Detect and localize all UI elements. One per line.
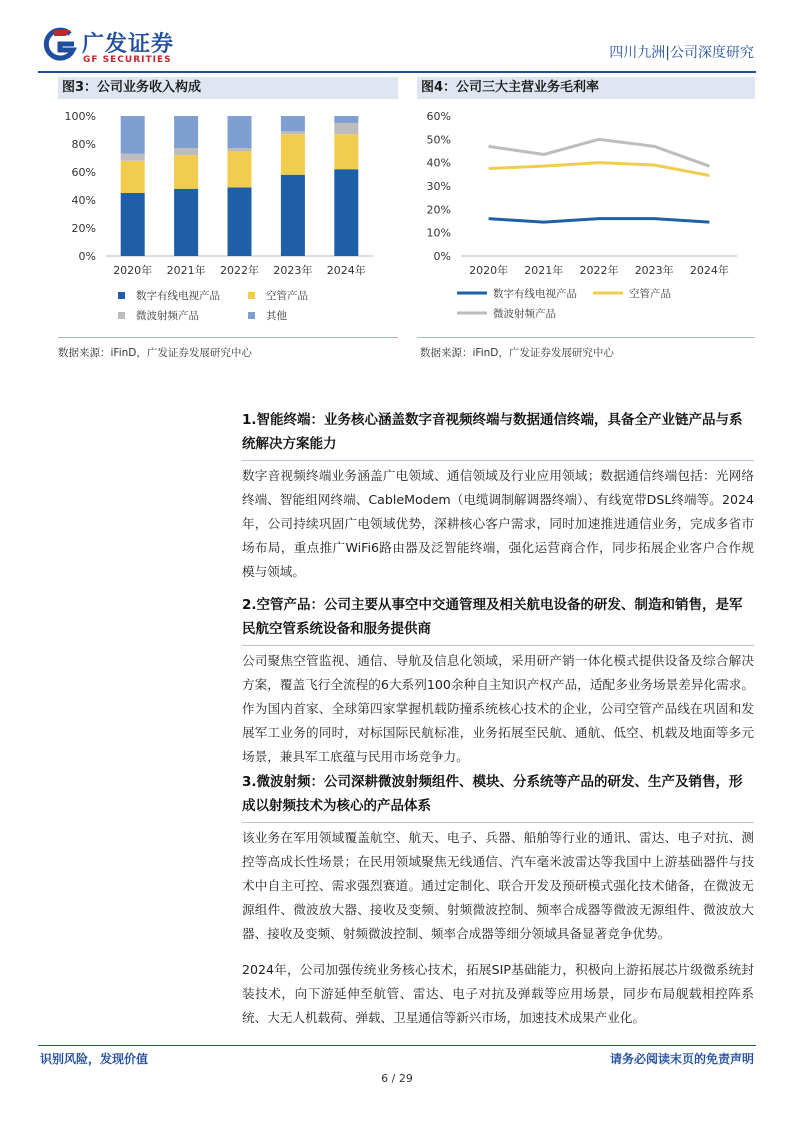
- legend-label: 微波射频产品: [493, 308, 556, 320]
- header-divider: [38, 71, 756, 73]
- section-divider: [242, 822, 754, 823]
- bar-segment: [334, 134, 358, 169]
- x-tick-label: 2020年: [113, 264, 153, 277]
- x-tick-label: 2023年: [634, 264, 674, 277]
- bar-segment: [334, 116, 358, 123]
- bar-segment: [281, 131, 305, 134]
- paragraph: 公司聚焦空管监视、通信、导航及信息化领域，采用研产销一体化模式提供设备及综合解决方案，覆盖飞行全流程的6大系列100余种自主知识产权产品，适配多业务场景差异化需求。作为国内首家、全球第四家掌握机载防撞系统核心技术的企业，公司空管产品线在巩固和发展军工业务的同时，对标国际民航标准，业务拓展至民航、通航、低空、机载及地面等多元场景，兼具军工底蕴与民用市场竞争力。: [242, 653, 754, 764]
- y-tick-label: 10%: [426, 226, 451, 240]
- section-microwave: [242, 770, 754, 818]
- figure3-chart: [58, 102, 398, 334]
- y-tick-label: 0%: [78, 250, 96, 263]
- figure3-title: 图3：公司业务收入构成: [58, 77, 398, 99]
- paragraph: 该业务在军用领域覆盖航空、航天、电子、兵器、船舶等行业的通讯、雷达、电子对抗、测控等高成长性场景；在民用领域聚焦无线通信、汽车毫米波雷达等我国中上游基础器件与技术中自主可控、需求强烈赛道。通过定制化、联合开发及预研模式强化技术储备，在微波无源组件、微波放大器、接收及变频、射频微波控制、频率合成器等微波无源组件、微波放大器、接收及变频、射频微波控制、频率合成器等细分领域具备显著竞争优势。: [242, 830, 754, 941]
- logo-text-cn: 广发证券: [82, 32, 175, 57]
- bar-segment: [174, 116, 198, 148]
- y-tick-label: 80%: [71, 138, 96, 151]
- bar-segment: [121, 116, 145, 154]
- bar-segment: [228, 187, 252, 256]
- figure3-divider: [58, 337, 398, 338]
- legend-swatch: [248, 312, 255, 319]
- footer-slogan: 识别风险，发现价值: [40, 1052, 149, 1066]
- bar-segment: [228, 151, 252, 187]
- section-divider: [242, 460, 754, 461]
- y-tick-label: 100%: [64, 110, 96, 123]
- bar-segment: [228, 116, 252, 148]
- legend-swatch: [118, 312, 125, 319]
- figure4-title: 图4：公司三大主营业务毛利率: [417, 77, 755, 99]
- bar-segment: [334, 169, 358, 256]
- page-number: 6 / 29: [381, 1072, 413, 1085]
- series-line: [489, 219, 710, 223]
- footer-divider: [38, 1045, 756, 1046]
- y-tick-label: 60%: [426, 110, 451, 123]
- bar-segment: [121, 161, 145, 193]
- section-smart-terminal: [242, 408, 754, 456]
- legend-label: 其他: [266, 310, 287, 322]
- paragraph: 2024年，公司加强传统业务核心技术，拓展SIP基础能力，积极向上游拓展芯片级微系统封装技术，向下游延伸至航管、雷达、电子对抗及弹载等应用场景，同步布局舰载相控阵系统、大无人机载荷、弹载、卫星通信等新兴市场，加速技术成果产业化。: [242, 962, 754, 1025]
- report-title: 四川九洲|公司深度研究: [609, 45, 754, 61]
- y-tick-label: 30%: [426, 180, 451, 193]
- bar-segment: [334, 123, 358, 134]
- legend-label: 数字有线电视产品: [493, 288, 577, 300]
- figure4-source: 数据来源：iFinD，广发证券发展研究中心: [420, 347, 614, 359]
- footer-disclaimer: 请务必阅读末页的免责声明: [609, 1052, 754, 1066]
- x-tick-label: 2024年: [689, 264, 729, 277]
- section-body: [242, 826, 754, 1030]
- figure3-source: 数据来源：iFinD，广发证券发展研究中心: [58, 347, 252, 359]
- bar-segment: [174, 155, 198, 189]
- bar-segment: [174, 189, 198, 256]
- section-body: [242, 464, 754, 584]
- y-tick-label: 40%: [71, 194, 96, 207]
- legend-label: 空管产品: [629, 288, 671, 300]
- y-tick-label: 60%: [71, 166, 96, 179]
- x-tick-label: 2023年: [273, 264, 313, 277]
- bar-segment: [121, 154, 145, 161]
- bar-segment: [174, 148, 198, 155]
- y-tick-label: 0%: [433, 250, 451, 263]
- figure4-divider: [417, 337, 755, 338]
- logo-text-en: GF SECURITIES: [83, 55, 172, 65]
- y-tick-label: 20%: [71, 222, 96, 235]
- bar-segment: [281, 175, 305, 256]
- bar-segment: [281, 134, 305, 175]
- x-tick-label: 2020年: [469, 264, 509, 277]
- legend-label: 空管产品: [266, 290, 308, 302]
- section-heading: 2.空管产品：公司主要从事空中交通管理及相关航电设备的研发、制造和销售，是军民航空管系统设备和服务提供商: [242, 597, 743, 637]
- x-tick-label: 2021年: [524, 264, 564, 277]
- section-heading: 3.微波射频：公司深耕微波射频组件、模块、分系统等产品的研发、生产及销售，形成以射频技术为核心的产品体系: [242, 774, 743, 814]
- bar-segment: [281, 116, 305, 131]
- legend-swatch: [118, 292, 125, 299]
- legend-label: 数字有线电视产品: [136, 290, 220, 302]
- legend-label: 微波射频产品: [136, 310, 199, 322]
- figure4-chart: [417, 102, 755, 334]
- legend-swatch: [248, 292, 255, 299]
- bar-segment: [121, 193, 145, 256]
- x-tick-label: 2022年: [579, 264, 619, 277]
- section-heading: 1.智能终端：业务核心涵盖数字音视频终端与数据通信终端，具备全产业链产品与系统解决方案能力: [242, 412, 743, 452]
- paragraph: 数字音视频终端业务涵盖广电领域、通信领域及行业应用领域；数据通信终端包括：光网络终端、智能组网终端、CableModem（电缆调制解调器终端）、有线宽带DSL终端等。2024年，公司持续巩固广电领域优势，深耕核心客户需求，同时加速推进通信业务，完成多省市场布局，重点推广WiFi6路由器及泛智能终端，强化运营商合作，同步拓展企业客户合作规模与领域。: [242, 468, 754, 579]
- bar-segment: [228, 148, 252, 151]
- y-tick-label: 40%: [426, 156, 451, 170]
- section-divider: [242, 645, 754, 646]
- x-tick-label: 2022年: [220, 264, 259, 277]
- gf-logo-icon: [40, 26, 78, 64]
- series-line: [489, 163, 710, 176]
- section-air-traffic: [242, 593, 754, 641]
- y-tick-label: 50%: [426, 133, 451, 147]
- x-tick-label: 2024年: [326, 264, 366, 277]
- y-tick-label: 20%: [426, 203, 451, 217]
- section-body: [242, 649, 754, 769]
- x-tick-label: 2021年: [166, 264, 206, 277]
